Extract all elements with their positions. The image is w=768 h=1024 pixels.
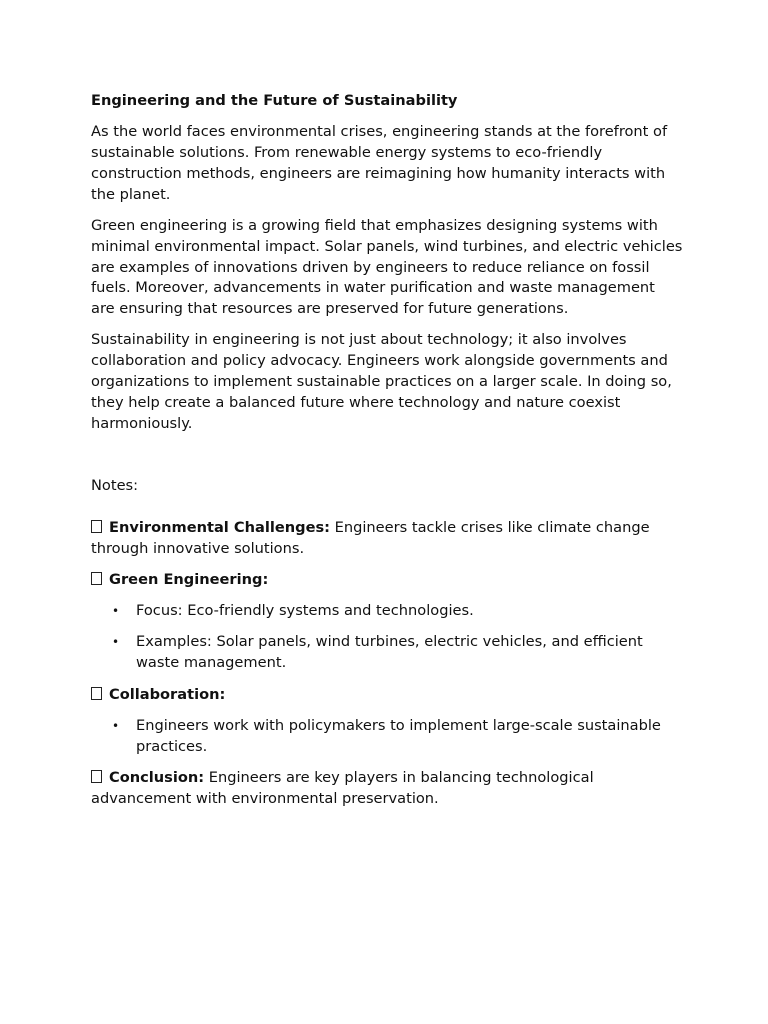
note-collaboration — [91, 685, 683, 706]
note-environmental-challenges — [91, 518, 683, 560]
note-heading: Conclusion: — [109, 768, 205, 786]
collaboration-bullet-list — [91, 716, 683, 758]
note-heading: Collaboration: — [109, 685, 226, 703]
paragraph-green-engineering: Green engineering is a growing field that emphasizes designing systems with minimal environmental impact. Solar panels, wind turbines, and electric vehicles are examples of innovations driven by engineers to reduce reliance on fossil fuels. Moreover, advancements in water purification and waste management are ensuring that resources are preserved for future generations. — [91, 216, 683, 318]
note-heading: Green Engineering: — [109, 570, 269, 588]
list-item — [91, 716, 683, 758]
missing-glyph-icon — [91, 770, 102, 783]
missing-glyph-icon — [91, 687, 102, 700]
note-heading: Environmental Challenges: — [109, 518, 330, 536]
note-conclusion — [91, 768, 683, 810]
note-text: Engineers are key players in balancing technological advancement with environmental preservation. — [91, 768, 594, 807]
paragraph-collaboration: Sustainability in engineering is not just about technology; it also involves collaboration and policy advocacy. Engineers work alongside governments and organizations to implement sustainable practices on a larger scale. In doing so, they help create a balanced future where technology and nature coexist harmoniously. — [91, 331, 672, 432]
note-text: Engineers tackle crises like climate change through innovative solutions. — [91, 518, 650, 557]
bullet-text: Engineers work with policymakers to implement large-scale sustainable practices. — [136, 716, 661, 755]
note-green-engineering — [91, 570, 683, 591]
document-body — [91, 91, 683, 820]
bullet-marker: • — [112, 718, 120, 733]
bullet-marker: • — [112, 635, 120, 650]
document-title: Engineering and the Future of Sustainability — [91, 92, 458, 109]
green-engineering-bullet-list — [91, 601, 683, 674]
missing-glyph-icon — [91, 520, 102, 533]
bullet-text: Focus: Eco-friendly systems and technologies. — [136, 602, 474, 620]
paragraph-intro: As the world faces environmental crises, engineering stands at the forefront of sustainable solutions. From renewable energy systems to eco-friendly construction methods, engineers are reimagining how humanity interacts with the planet. — [91, 123, 668, 203]
bullet-marker: • — [112, 604, 120, 619]
bullet-text: Examples: Solar panels, wind turbines, electric vehicles, and efficient waste management. — [136, 633, 643, 672]
notes-label: Notes: — [91, 477, 139, 495]
list-item — [91, 601, 683, 622]
list-item — [91, 632, 683, 674]
missing-glyph-icon — [91, 572, 102, 585]
